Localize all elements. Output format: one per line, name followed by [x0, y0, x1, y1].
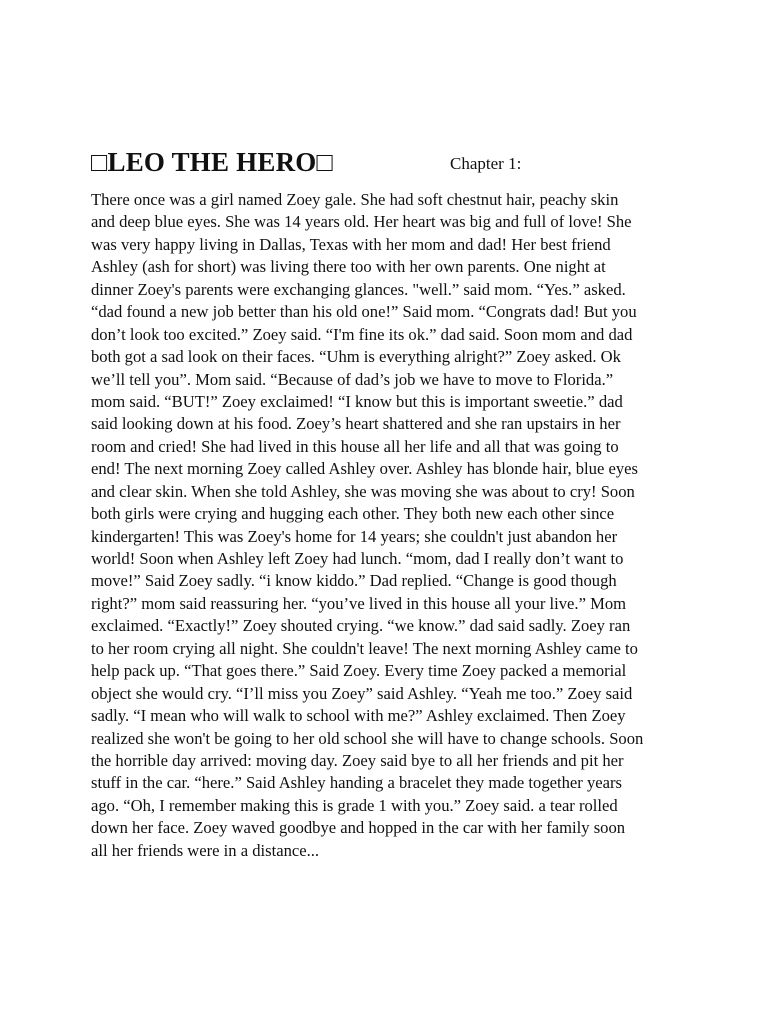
text-line: right?” mom said reassuring her. “you’ve lived in this house all your live.” Mom [91, 593, 627, 613]
text-line: don’t look too excited.” Zoey said. “I'm fine its ok.” dad said. Soon mom and dad [91, 324, 633, 344]
text-line: Ashley (ash for short) was living there too with her own parents. One night at [91, 257, 606, 277]
story-title: □LEO THE HERO□ [91, 147, 333, 177]
text-line: we’ll tell you”. Mom said. “Because of dad’s job we have to move to Florida.” [91, 369, 614, 389]
text-line: sadly. “I mean who will walk to school with me?” Ashley exclaimed. Then Zoey [91, 706, 626, 726]
text-line: end! The next morning Zoey called Ashley over. Ashley has blonde hair, blue eyes [91, 459, 638, 479]
text-line: room and cried! She had lived in this house all her life and all that was going to [91, 436, 619, 456]
text-line: dinner Zoey's parents were exchanging glances. "well.” said mom. “Yes.” asked. [91, 279, 626, 299]
text-line: exclaimed. “Exactly!” Zoey shouted crying. “we know.” dad said sadly. Zoey ran [91, 616, 631, 636]
text-line: down her face. Zoey waved goodbye and hopped in the car with her family soon [91, 818, 626, 838]
title-row [91, 146, 691, 180]
text-line: realized she won't be going to her old school she will have to change schools. Soon [91, 728, 644, 748]
text-line: mom said. “BUT!” Zoey exclaimed! “I know but this is important sweetie.” dad [91, 391, 623, 411]
text-line: “dad found a new job better than his old one!” Said mom. “Congrats dad! But you [91, 302, 637, 322]
text-line: stuff in the car. “here.” Said Ashley handing a bracelet they made together years [91, 773, 622, 793]
text-line: to her room crying all night. She couldn't leave! The next morning Ashley came to [91, 638, 638, 658]
text-line: object she would cry. “I’ll miss you Zoey” said Ashley. “Yeah me too.” Zoey said [91, 683, 633, 703]
chapter-heading: Chapter 1: [450, 154, 522, 173]
text-line: There once was a girl named Zoey gale. She had soft chestnut hair, peachy skin [91, 190, 619, 209]
text-line: and deep blue eyes. She was 14 years old. Her heart was big and full of love! She [91, 212, 632, 232]
text-line: was very happy living in Dallas, Texas with her mom and dad! Her best friend [91, 234, 611, 254]
text-line: kindergarten! This was Zoey's home for 14 years; she couldn't just abandon her [91, 526, 618, 546]
text-line: move!” Said Zoey sadly. “i know kiddo.” Dad replied. “Change is good though [91, 571, 617, 591]
text-line: help pack up. “That goes there.” Said Zoey. Every time Zoey packed a memorial [91, 661, 627, 681]
story-body [91, 189, 691, 862]
text-line: said looking down at his food. Zoey’s heart shattered and she ran upstairs in her [91, 414, 621, 434]
text-line: all her friends were in a distance... [91, 840, 320, 860]
text-line: ago. “Oh, I remember making this is grade 1 with you.” Zoey said. a tear rolled [91, 795, 618, 815]
text-line: world! Soon when Ashley left Zoey had lunch. “mom, dad I really don’t want to [91, 549, 624, 568]
text-line: both got a sad look on their faces. “Uhm is everything alright?” Zoey asked. Ok [91, 347, 621, 367]
text-line: the horrible day arrived: moving day. Zoey said bye to all her friends and pit her [91, 750, 624, 770]
text-line: both girls were crying and hugging each other. They both new each other since [91, 504, 615, 524]
text-line: and clear skin. When she told Ashley, she was moving she was about to cry! Soon [91, 481, 635, 501]
